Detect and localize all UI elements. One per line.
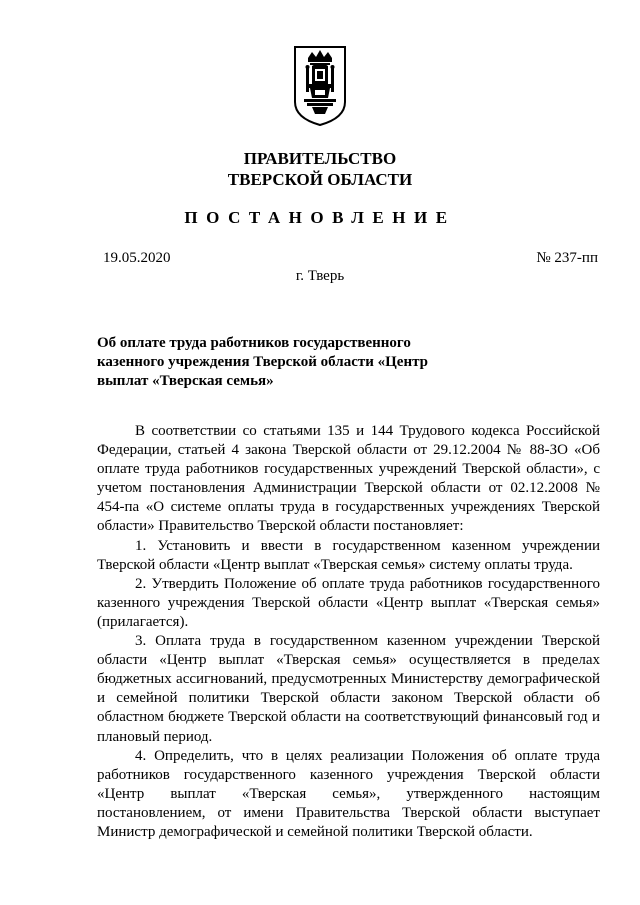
clause-paragraph: 3. Оплата труда в государственном казенном учреждении Тверской области «Центр выплат «Тверская семья» осуществляется в пределах бюджетных ассигнований, предусмотренных Министерству демографической и семейной политики Тверской области законом Тверской области об областном бюджете Тверской области на соответствующий финансовый год и плановый период. — [97, 633, 600, 745]
government-name-line1: ПРАВИТЕЛЬСТВО — [243, 149, 397, 168]
decree-subject — [97, 334, 457, 391]
subject-line: Об оплате труда работников государственного — [97, 335, 411, 351]
decree-body — [97, 422, 600, 842]
tver-coat-of-arms-icon — [292, 44, 348, 128]
clause-paragraph: 1. Установить и ввести в государственном казенном учреждении Тверской области «Центр выплат «Тверская семья» систему оплаты труда. — [97, 537, 600, 573]
clause-paragraph: 2. Утвердить Положение об оплате труда работников государственного казенного учреждения Тверской области «Центр выплат «Тверская семья» (прилагается). — [97, 575, 600, 630]
clause-paragraph: 4. Определить, что в целях реализации Положения об оплате труда работников государственного казенного учреждения Тверской области «Центр выплат «Тверская семья», утвержденного настоящим постановлением, от имени Правительства Тверской области выступает Министр демографической и семейной политики Тверской области. — [97, 747, 600, 840]
decree-date: 19.05.2020 — [103, 250, 171, 266]
government-name-line2: ТВЕРСКОЙ ОБЛАСТИ — [227, 170, 413, 189]
subject-line: казенного учреждения Тверской области «Центр — [97, 354, 428, 370]
decree-number: № 237-пп — [536, 250, 598, 266]
subject-line: выплат «Тверская семья» — [97, 373, 274, 389]
preamble-paragraph: В соответствии со статьями 135 и 144 Трудового кодекса Российской Федерации, статьей 4 закона Тверской области от 29.12.2004 № 88-ЗО «Об оплате труда работников государственных учреждений Тверской области», с учетом постановления Администрации Тверской области от 02.12.2008 № 454-па «О системе оплаты труда в государственных учреждениях Тверской области» Правительство Тверской области постановляет: — [97, 423, 600, 535]
document-type-title: ПОСТАНОВЛЕНИЕ — [184, 208, 456, 227]
decree-city: г. Тверь — [295, 268, 345, 284]
